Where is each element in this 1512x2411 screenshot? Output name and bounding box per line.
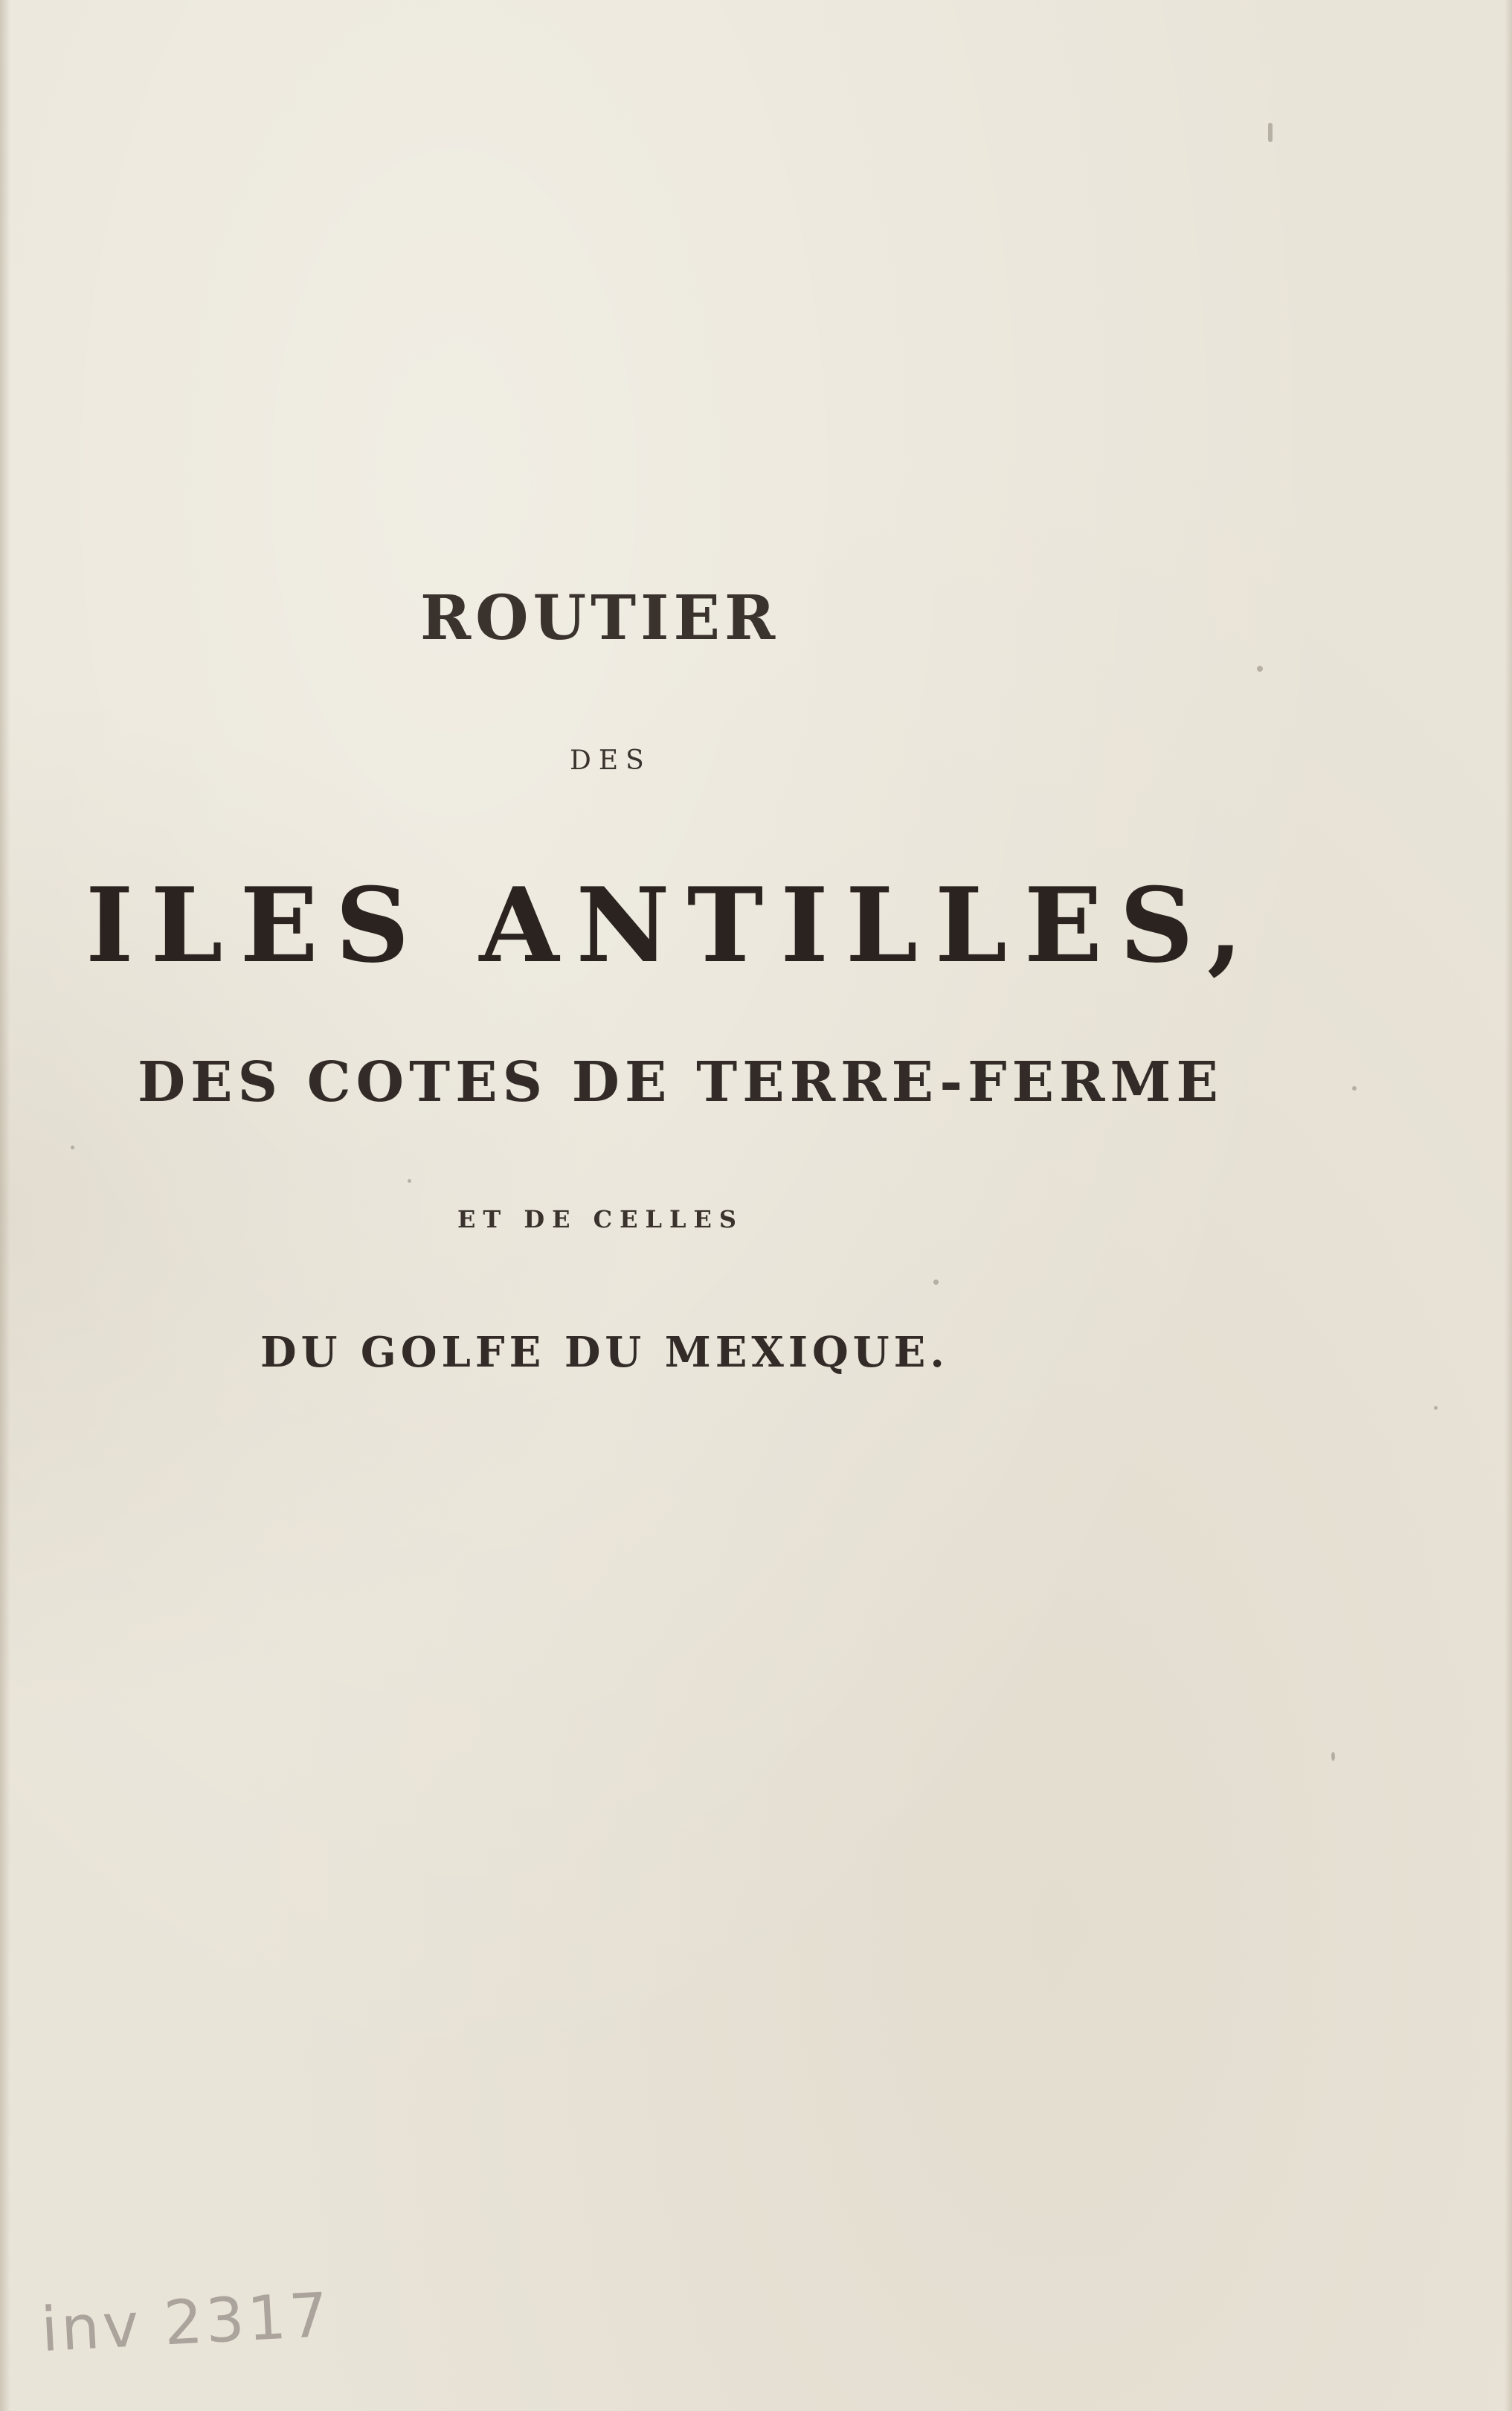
title-line-golfe-du-mexique: DU GOLFE DU MEXIQUE. [260, 1328, 949, 1377]
paper-speck [71, 1146, 74, 1149]
title-line-iles-antilles: ILES ANTILLES, [86, 864, 1260, 986]
title-line-routier: ROUTIER [420, 582, 780, 654]
handwritten-inventory-mark: inv 2317 [39, 2279, 333, 2366]
page-left-edge-shadow [0, 0, 10, 2411]
title-line-cotes-terre-ferme: DES COTES DE TERRE-FERME [138, 1050, 1223, 1114]
paper-speck [408, 1179, 411, 1183]
paper-speck [1434, 1406, 1438, 1410]
paper-speck [1257, 666, 1263, 672]
title-line-et-de-celles: ET DE CELLES [457, 1205, 744, 1233]
paper-speck [933, 1280, 939, 1285]
title-line-des: DES [570, 745, 652, 776]
paper-speck [1352, 1086, 1357, 1091]
paper-speck [1268, 123, 1273, 142]
paper-speck [1331, 1752, 1335, 1761]
page-right-edge-shadow [1505, 0, 1512, 2411]
